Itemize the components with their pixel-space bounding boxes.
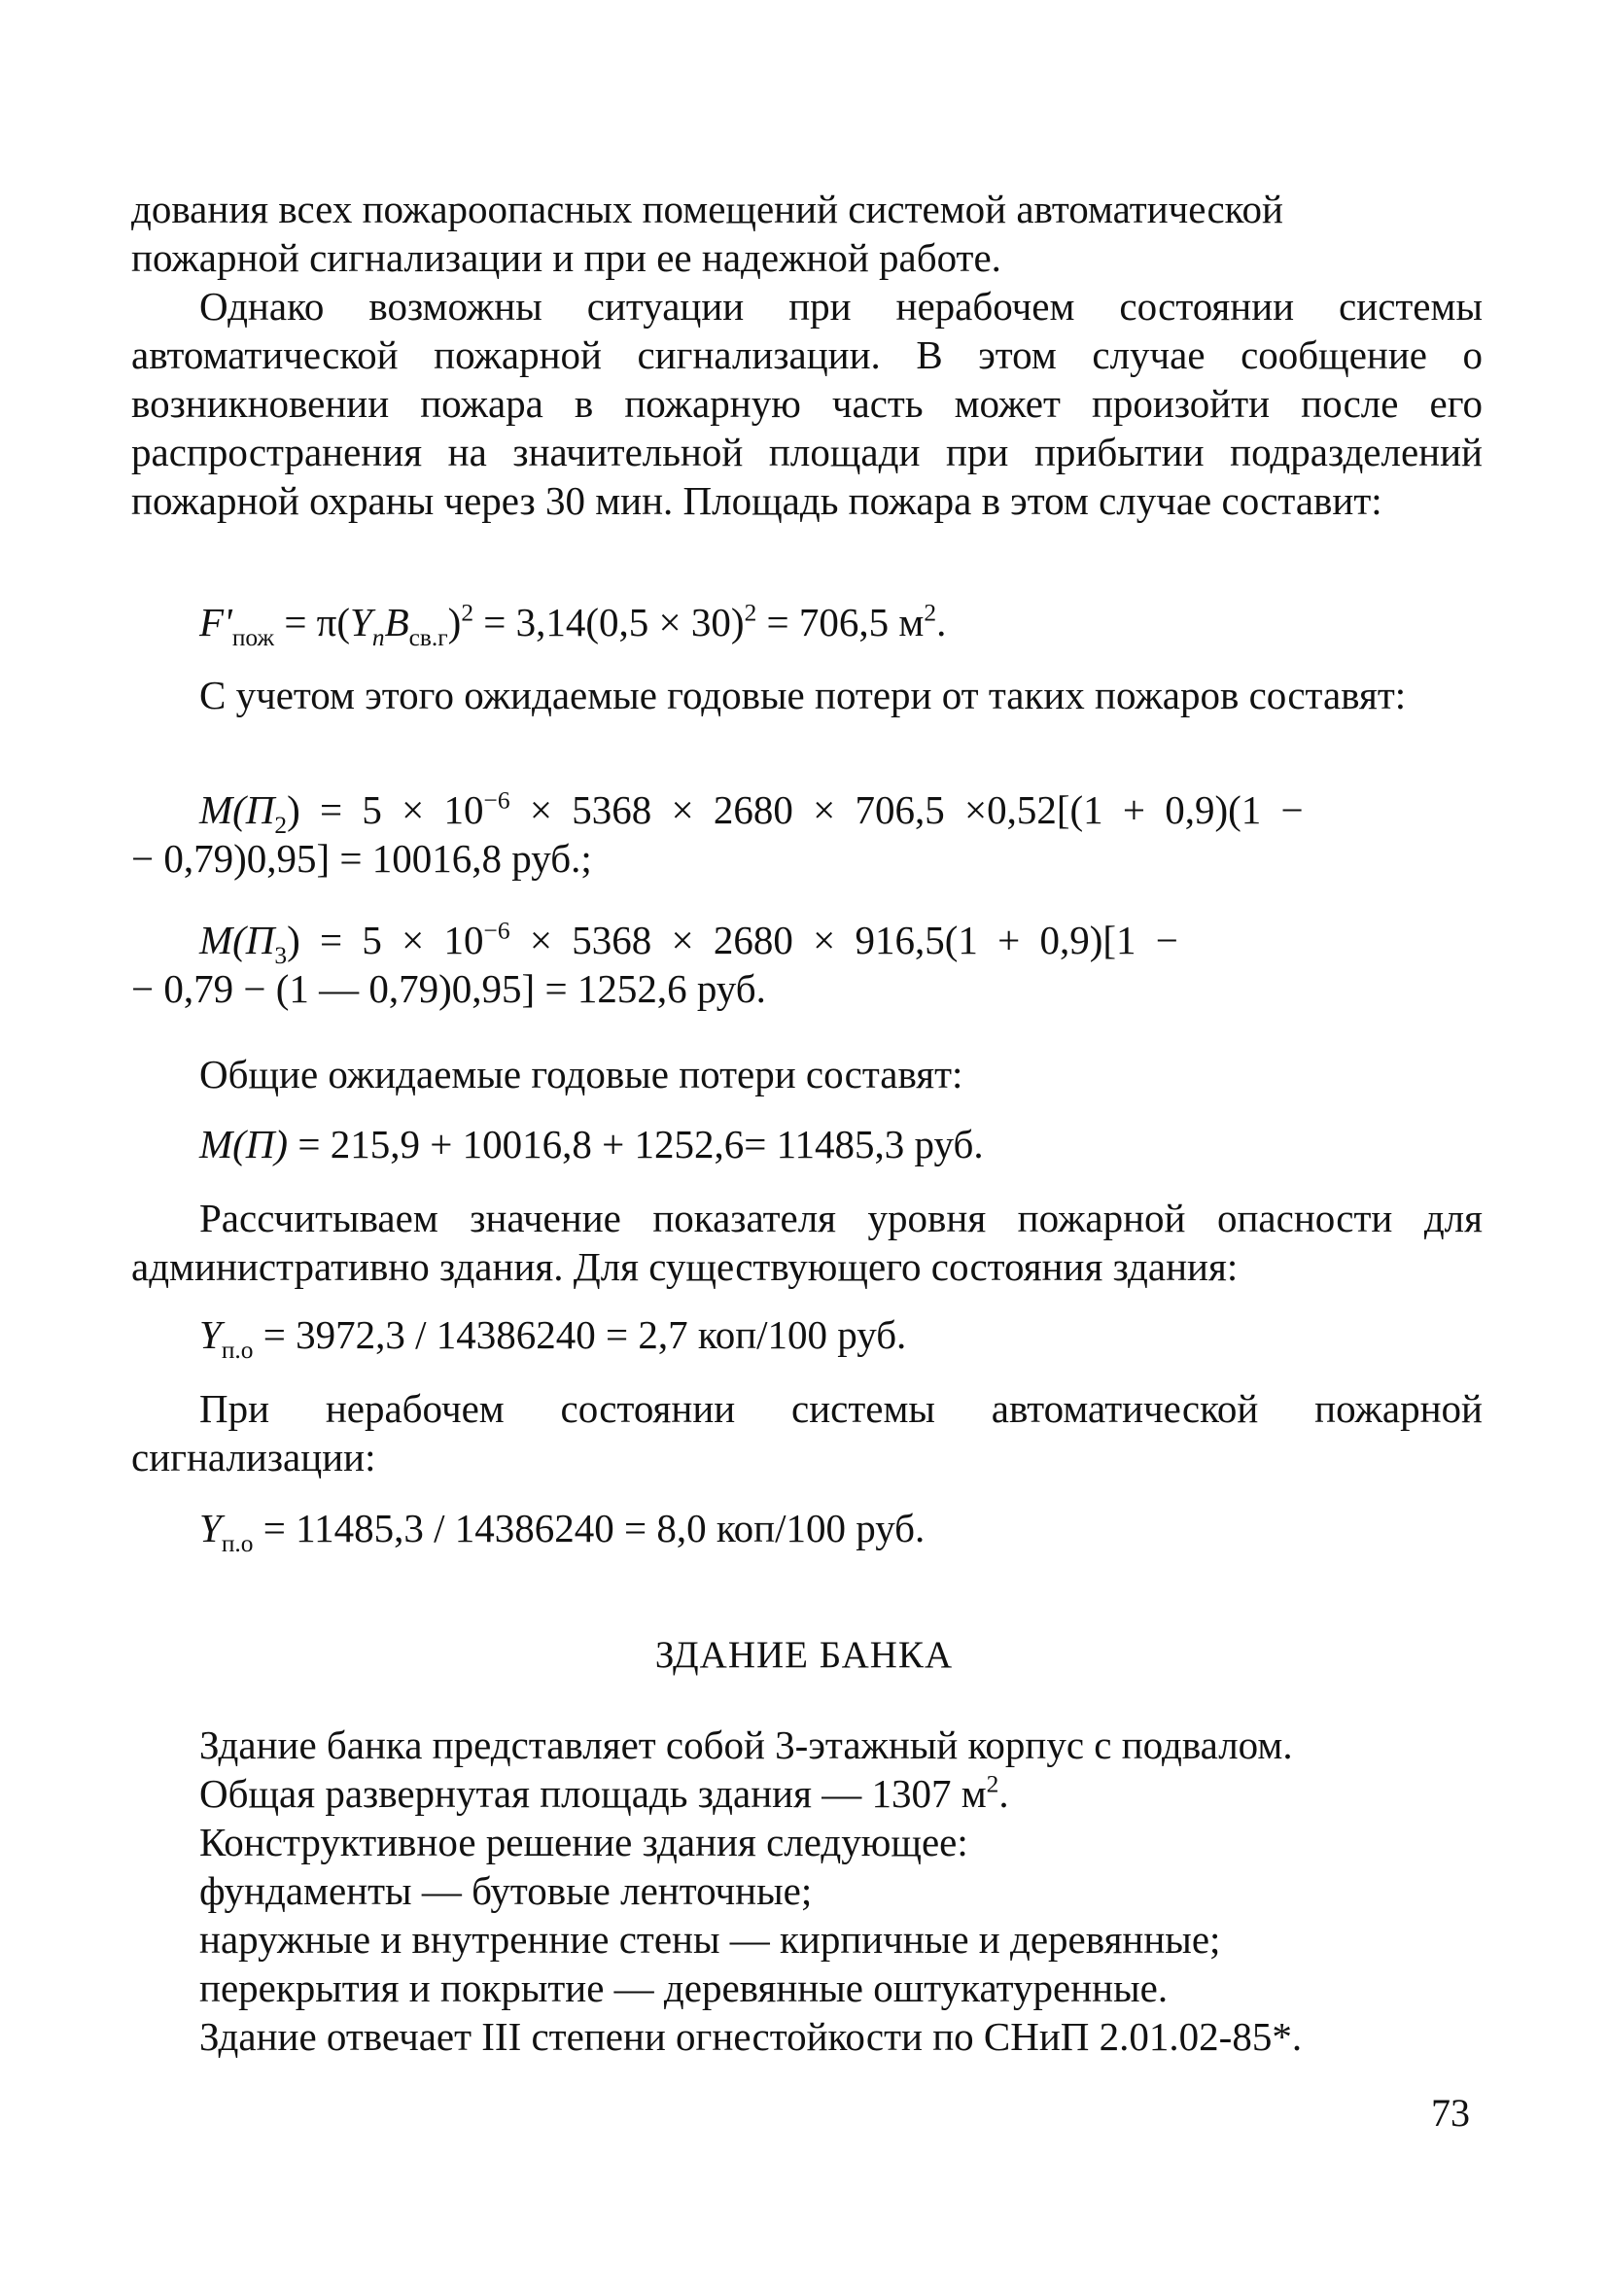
paragraph-situation (131, 282, 1483, 525)
bank-description (131, 1721, 1483, 2061)
formula-m-p2-line-2: − 0,79)0,95] = 10016,8 руб.; (131, 836, 592, 881)
bank-line-5: наружные и внутренние стены — кирпичные и деревянные; (199, 1917, 1221, 1962)
formula-m-p3 (131, 916, 1483, 1013)
formula-m-p2-line-1: $M(\Pi_2) = 5 \times 10^{-6} \times 5368 \times 2680 \times 706,5 \times 0,52[(1 + 0,9)(1$ − (199, 786, 1304, 840)
page-number: 73 (1431, 2091, 1470, 2135)
intro-text (131, 185, 1483, 282)
intro-line-1: дования всех пожароопасных помещений системой автоматической (131, 187, 1283, 231)
formula-y-existing-line: $Y_{п.о} = 3972,3 / 14386240 = 2,7$ коп/100 руб. (199, 1312, 907, 1365)
formula-m-p3-line-1: $M(\Pi_3) = 5 \times 10^{-6} \times 5368 \times 2680 \times 916,5(1 + 0,9)[1$ − (199, 917, 1178, 970)
formula-y-nonworking (131, 1504, 1483, 1558)
formula-y-existing (131, 1310, 1483, 1365)
paragraph-indicator (131, 1194, 1483, 1291)
intro-line-2: пожарной сигнализации и при ее надежной работе. (131, 235, 1001, 280)
paragraph-nonworking (131, 1384, 1483, 1481)
bank-line-7: Здание отвечает III степени огнестойкости по СНиП 2.01.02-85*. (199, 2014, 1303, 2059)
formula-m-p3-line-2: − 0,79 − (1 — 0,79)0,95] = 1252,6 руб. (131, 966, 766, 1011)
bank-line-2: Общая развернутая площадь здания — 1307 $м^2$. (199, 1770, 1009, 1816)
bank-line-1: Здание банка представляет собой 3-этажный корпус с подвалом. (199, 1722, 1293, 1767)
formula-y-nonworking-line: $Y_{п.о} = 11485,3 / 14386240 = 8,0$ коп/100 руб. (199, 1506, 926, 1558)
bank-line-6: перекрытия и покрытие — деревянные оштукатуренные. (199, 1966, 1169, 2010)
paragraph-situation-text: Однако возможны ситуации при нерабочем состоянии системы автоматической пожарной сигнализации. В этом случае сообщение о возникновении пожара в пожарную часть может произойти после его распространения на значительной площади при прибытии подразделений пожарной охраны через 30 мин. Площадь пожара в этом случае составит: (131, 284, 1483, 523)
paragraph-losses-text: С учетом этого ожидаемые годовые потери от таких пожаров составят: (199, 673, 1407, 717)
paragraph-total-text: Общие ожидаемые годовые потери составят: (199, 1052, 963, 1096)
formula-m-p2 (131, 785, 1483, 883)
formula-fire-area-line: $F'_{пож} = \pi(Y_пB_{св.г})^2 = 3,14(0,5 \times 30)^2 = 706,5$ $м^2$. (199, 599, 947, 652)
formula-m-total (131, 1120, 1483, 1168)
paragraph-nonworking-text: При нерабочем состоянии системы автоматической пожарной сигнализации: (131, 1386, 1483, 1479)
bank-line-3: Конструктивное решение здания следующее: (199, 1820, 968, 1864)
formula-m-total-line: M(Π) = 215,9 + 10016,8 + 1252,6= 11485,3 руб. (199, 1122, 984, 1166)
section-heading: ЗДАНИЕ БАНКА (654, 1634, 954, 1676)
formula-fire-area (131, 598, 1483, 652)
paragraph-total (131, 1050, 1483, 1098)
paragraph-indicator-text: Рассчитываем значение показателя уровня пожарной опасности для административно здания. Для существующего состояния здания: (131, 1196, 1483, 1289)
bank-line-4: фундаменты — бутовые ленточные; (199, 1868, 813, 1913)
paragraph-losses (131, 671, 1483, 719)
